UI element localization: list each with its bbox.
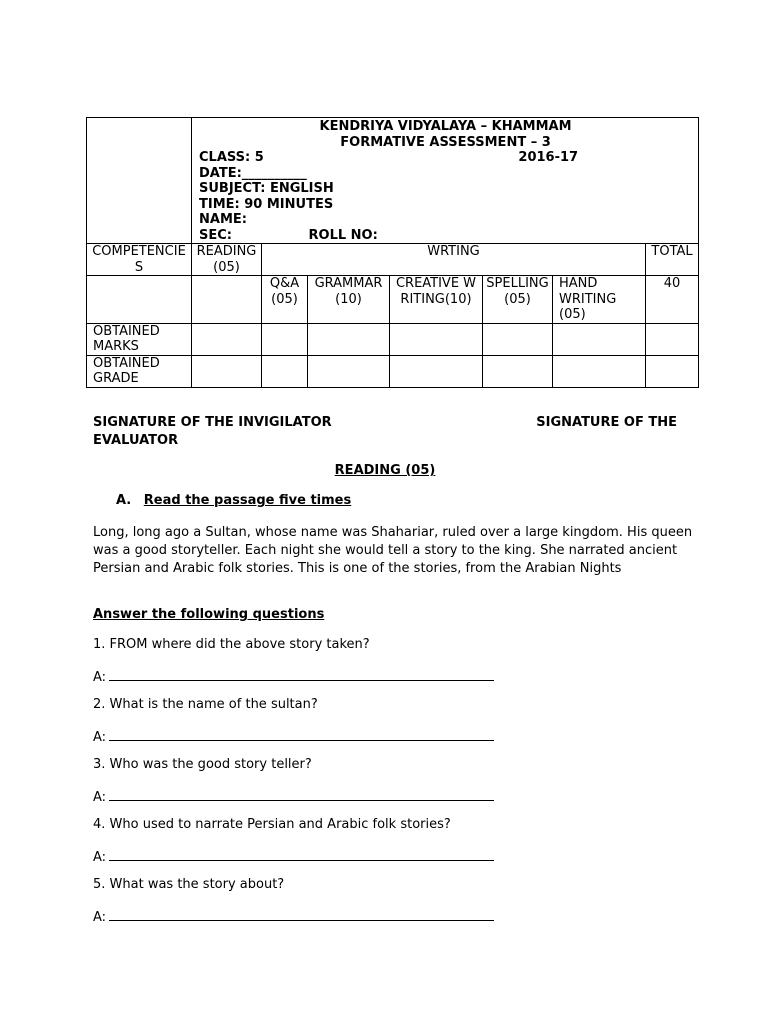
- answer-prefix: A:: [93, 910, 107, 925]
- reading-header: READING(05): [192, 244, 262, 276]
- total-marks-value: 40: [646, 276, 699, 324]
- answer-prefix: A:: [93, 730, 107, 745]
- section-a-heading: [116, 493, 351, 508]
- blank-cell: [192, 276, 262, 324]
- grade-cell[interactable]: [483, 355, 553, 387]
- question-5: 5. What was the story about?: [93, 877, 285, 892]
- section-a-label: A.: [116, 493, 132, 508]
- roll-no-field: ROLL NO:: [308, 227, 378, 243]
- grade-cell[interactable]: [646, 355, 699, 387]
- assessment-header-table: [86, 117, 699, 388]
- handwriting-header: HAND WRITING (05): [553, 276, 646, 324]
- marks-cell[interactable]: [308, 323, 390, 355]
- name-field: NAME:: [199, 212, 247, 227]
- answer-blank[interactable]: [109, 907, 494, 921]
- grade-cell[interactable]: [262, 355, 308, 387]
- invigilator-signature-label: SIGNATURE OF THE INVIGILATOR: [93, 415, 332, 430]
- marks-cell[interactable]: [483, 323, 553, 355]
- creative-writing-header: CREATIVE WRITING(10): [390, 276, 483, 324]
- answer-prefix: A:: [93, 670, 107, 685]
- marks-cell[interactable]: [192, 323, 262, 355]
- writing-header: WRTING: [262, 244, 646, 276]
- answer-blank[interactable]: [109, 787, 494, 801]
- section-a-task: Read the passage five times: [143, 493, 352, 508]
- obtained-marks-label: OBTAINED MARKS: [87, 323, 192, 355]
- blank-corner-cell: [87, 118, 192, 244]
- blank-cell: [87, 276, 192, 324]
- grade-cell[interactable]: [192, 355, 262, 387]
- answer-line-3[interactable]: [93, 787, 494, 805]
- answer-blank[interactable]: [109, 847, 494, 861]
- answer-prefix: A:: [93, 790, 107, 805]
- assessment-title: FORMATIVE ASSESSMENT – 3: [340, 134, 551, 150]
- marks-cell[interactable]: [553, 323, 646, 355]
- answer-line-2[interactable]: [93, 727, 494, 745]
- question-2: 2. What is the name of the sultan?: [93, 697, 318, 712]
- evaluator-signature-label: SIGNATURE OF THE: [536, 415, 677, 430]
- evaluator-signature-label-cont: EVALUATOR: [93, 433, 179, 448]
- answer-line-1[interactable]: [93, 667, 494, 685]
- answer-blank[interactable]: [109, 727, 494, 741]
- academic-year: 2016-17: [518, 150, 579, 165]
- date-field: DATE:__________: [199, 165, 307, 181]
- marks-cell[interactable]: [262, 323, 308, 355]
- class-label: CLASS: 5: [199, 150, 264, 165]
- school-name: KENDRIYA VIDYALAYA – KHAMMAM: [319, 119, 572, 134]
- grammar-header: GRAMMAR (10): [308, 276, 390, 324]
- question-4: 4. Who used to narrate Persian and Arabic folk stories?: [93, 817, 451, 832]
- answer-line-4[interactable]: [93, 847, 494, 865]
- total-header: TOTAL: [646, 244, 699, 276]
- question-1: 1. FROM where did the above story taken?: [93, 637, 370, 652]
- grade-cell[interactable]: [553, 355, 646, 387]
- obtained-grade-label: OBTAINED GRADE: [87, 355, 192, 387]
- answer-questions-heading: Answer the following questions: [93, 607, 325, 622]
- answer-prefix: A:: [93, 850, 107, 865]
- sec-field: SEC:: [199, 227, 232, 243]
- answer-line-5[interactable]: [93, 907, 494, 925]
- marks-cell[interactable]: [646, 323, 699, 355]
- grade-cell[interactable]: [308, 355, 390, 387]
- competencies-header: COMPETENCIES: [87, 244, 192, 276]
- question-3: 3. Who was the good story teller?: [93, 757, 312, 772]
- time-label: TIME: 90 MINUTES: [199, 196, 334, 212]
- reading-section-title: READING (05): [334, 463, 436, 478]
- signature-block: [93, 414, 677, 450]
- answer-blank[interactable]: [109, 667, 494, 681]
- marks-cell[interactable]: [390, 323, 483, 355]
- grade-cell[interactable]: [390, 355, 483, 387]
- school-info-cell: [192, 118, 699, 244]
- subject-label: SUBJECT: ENGLISH: [199, 181, 334, 196]
- spelling-header: SPELLING(05): [483, 276, 553, 324]
- reading-passage: Long, long ago a Sultan, whose name was Shahariar, ruled over a large kingdom. His queen was a good storyteller. Each night she would tell a story to the king. She narrated ancient Persian and Arabic folk stories. This is one of the stories, from the Arabian Nights: [93, 525, 693, 576]
- qa-header: Q&A (05): [262, 276, 308, 324]
